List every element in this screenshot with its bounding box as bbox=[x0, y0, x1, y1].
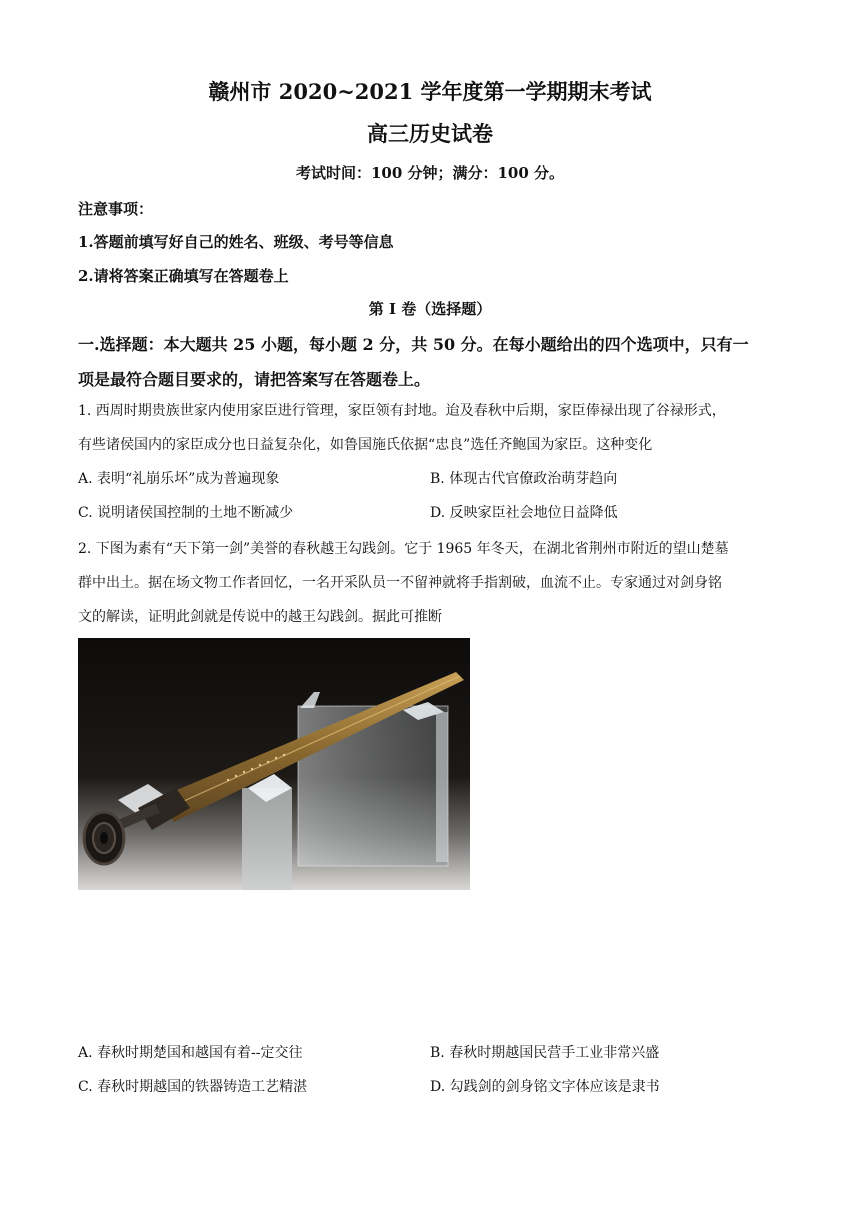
question-1-stem: 有些诸侯国内的家臣成分也日益复杂化，如鲁国施氏依据“忠良”选任齐鲍国为家臣。这种变化 bbox=[78, 437, 653, 453]
question-2-option-b[interactable]: B. 春秋时期越国民营手工业非常兴盛 bbox=[430, 1045, 660, 1061]
exam-title: 赣州市 2020~2021 学年度第一学期期末考试 bbox=[208, 79, 652, 104]
question-1-option-b[interactable]: B. 体现古代官僚政治萌芽趋向 bbox=[430, 471, 618, 487]
exam-info: 考试时间：100 分钟；满分：100 分。 bbox=[295, 164, 565, 182]
question-1-option-c[interactable]: C. 说明诸侯国控制的土地不断减少 bbox=[78, 505, 294, 521]
question-2-option-d[interactable]: D. 勾践剑的剑身铭文字体应该是隶书 bbox=[430, 1079, 660, 1095]
question-1-option-a[interactable]: A. 表明“礼崩乐坏”成为普遍现象 bbox=[78, 471, 280, 487]
question-2-stem: 文的解读，证明此剑就是传说中的越王勾践剑。据此可推断 bbox=[78, 609, 442, 625]
section-instructions: 项是最符合题目要求的，请把答案写在答题卷上。 bbox=[78, 370, 431, 389]
sword-photo bbox=[78, 638, 470, 890]
note-item: 1.答题前填写好自己的姓名、班级、考号等信息 bbox=[78, 233, 394, 251]
section-instructions: 一.选择题：本大题共 25 小题，每小题 2 分，共 50 分。在每小题给出的四个选项中，只有一 bbox=[78, 335, 749, 354]
question-2-stem: 2. 下图为素有“天下第一剑”美誉的春秋越王勾践剑。它于 1965 年冬天，在湖北省荆州市附近的望山楚墓 bbox=[78, 541, 729, 557]
section-title: 第 I 卷（选择题） bbox=[368, 300, 492, 318]
question-2-option-c[interactable]: C. 春秋时期越国的铁器铸造工艺精湛 bbox=[78, 1079, 308, 1095]
question-2-stem: 群中出土。据在场文物工作者回忆，一名开采队员一不留神就将手指割破，血流不止。专家通过对剑身铭 bbox=[78, 575, 722, 591]
exam-subtitle: 高三历史试卷 bbox=[367, 121, 493, 146]
notes-heading: 注意事项： bbox=[78, 200, 154, 218]
question-2-option-a[interactable]: A. 春秋时期楚国和越国有着--定交往 bbox=[78, 1045, 303, 1061]
question-1-stem: 1. 西周时期贵族世家内使用家臣进行管理，家臣领有封地。迨及春秋中后期，家臣俸禄出现了谷禄形式， bbox=[78, 403, 726, 419]
question-1-option-d[interactable]: D. 反映家臣社会地位日益降低 bbox=[430, 505, 618, 521]
note-item: 2.请将答案正确填写在答题卷上 bbox=[78, 267, 289, 285]
